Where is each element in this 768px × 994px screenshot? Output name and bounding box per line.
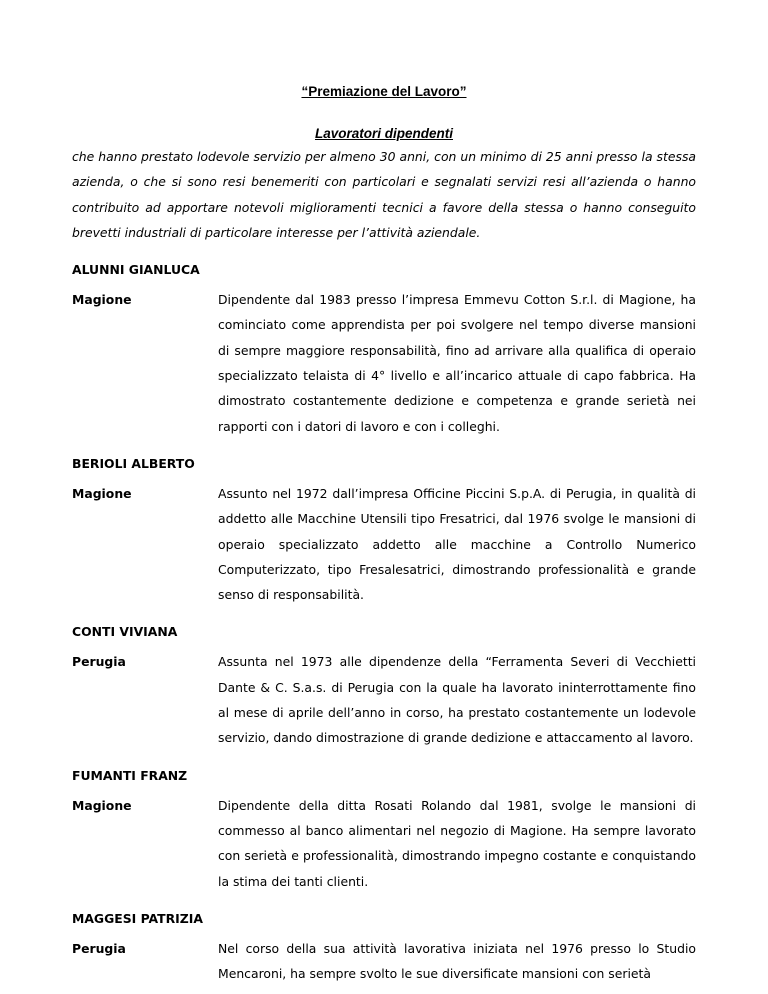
entry-description: Assunta nel 1973 alle dipendenze della “Ferramenta Severi di Vecchietti Dante & C. S.a.s. di Perugia con la quale ha lavorato ininterrottamente fino al mese di aprile dell’anno in corso, ha prestato costantemente un lodevole servizio, dando dimostrazione di grande dedizione e attaccamento al lavoro.	[218, 654, 696, 746]
entry-description: Assunto nel 1972 dall’impresa Officine Piccini S.p.A. di Perugia, in qualità di addetto alle Macchine Utensili tipo Fresatrici, dal 1976 svolge le mansioni di operaio specializzato addetto alle macchine a Controllo Numerico Computerizzato, tipo Fresalesatrici, dimostrando professionalità e grande senso di responsabilità.	[218, 485, 696, 603]
entry-row	[72, 481, 696, 607]
entry	[72, 260, 696, 439]
entry-town: Perugia	[72, 654, 126, 670]
entry-name: BERIOLI ALBERTO	[72, 455, 195, 471]
document-subtitle: Lavoratori dipendenti	[314, 126, 453, 141]
entry	[72, 909, 696, 987]
entry-row	[72, 793, 696, 894]
document-title: “Premiazione del Lavoro”	[301, 84, 467, 99]
entry-town: Magione	[72, 797, 132, 813]
intro-paragraph: che hanno prestato lodevole servizio per almeno 30 anni, con un minimo di 25 anni presso la stessa azienda, o che si sono resi benemeriti con particolari e segnalati servizi resi all’azienda o hanno contribuito ad apportare notevoli miglioramenti tecnici a favore della stessa o hanno conseguito brevetti industriali di particolare interesse per l’attività aziendale.	[72, 149, 696, 240]
entry-description: Dipendente della ditta Rosati Rolando dal 1981, svolge le mansioni di commesso al banco alimentari nel negozio di Magione. Ha sempre lavorato con serietà e professionalità, dimostrando impegno costante e conquistando la stima dei tanti clienti.	[218, 797, 696, 889]
entry	[72, 766, 696, 894]
entry-row	[72, 649, 696, 750]
entry-name: ALUNNI GIANLUCA	[72, 262, 200, 278]
entry	[72, 622, 696, 750]
entry-town: Magione	[72, 485, 132, 501]
entry-description: Nel corso della sua attività lavorativa iniziata nel 1976 presso lo Studio Mencaroni, ha sempre svolto le sue diversificate mansioni con serietà	[218, 940, 696, 982]
entry-description: Dipendente dal 1983 presso l’impresa Emmevu Cotton S.r.l. di Magione, ha cominciato come apprendista per poi svolgere nel tempo diverse mansioni di sempre maggiore responsabilità, fino ad arrivare alla qualifica di operaio specializzato telaista di 4° livello e all’incarico attuale di capo fabbrica. Ha dimostrato costantemente dedizione e competenza e grande serietà nei rapporti con i datori di lavoro e con i colleghi.	[218, 292, 696, 434]
entry-name: FUMANTI FRANZ	[72, 767, 188, 783]
entry	[72, 454, 696, 607]
entry-town: Magione	[72, 292, 132, 308]
entry-name: MAGGESI PATRIZIA	[72, 910, 203, 926]
entry-town: Perugia	[72, 940, 126, 956]
entry-row	[72, 287, 696, 439]
document-page	[72, 82, 696, 986]
entry-row	[72, 936, 696, 987]
entry-name: CONTI VIVIANA	[72, 624, 178, 640]
